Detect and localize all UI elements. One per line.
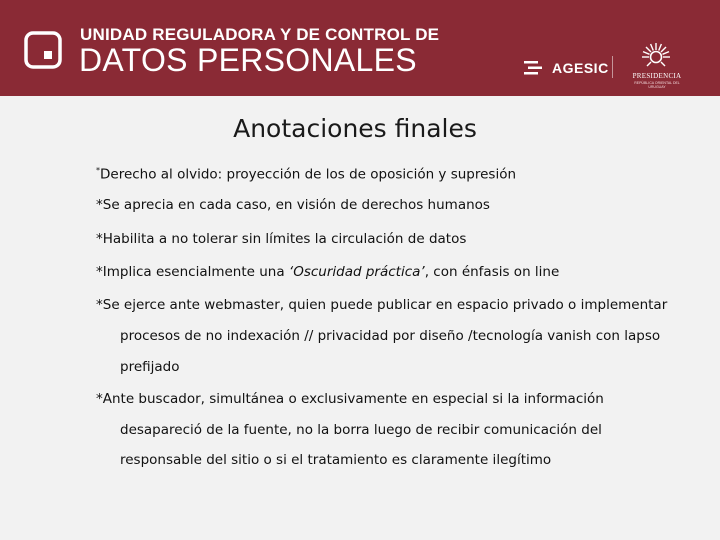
org-name-line2: DATOS PERSONALES xyxy=(79,42,417,78)
bullet-item: *Ante buscador, simultánea o exclusivamente en especial si la información xyxy=(96,391,604,407)
bullet-item xyxy=(96,266,559,280)
slide-title: Anotaciones finales xyxy=(233,114,477,143)
bullet-text: *Implica esencialmente una xyxy=(96,264,289,280)
header-banner xyxy=(0,0,720,96)
bullet-item xyxy=(96,167,516,182)
agesic-logo xyxy=(524,58,609,78)
agesic-label: AGESIC xyxy=(552,60,609,76)
urcdp-logo-icon xyxy=(24,31,62,69)
bullet-continuation: desapareció de la fuente, no la borra luego de recibir comunicación del xyxy=(120,422,602,438)
bullet-text: Derecho al olvido: proyección de los de oposición y supresión xyxy=(100,166,517,183)
bullet-text: , con énfasis on line xyxy=(424,264,560,280)
agesic-mark-icon xyxy=(524,59,546,77)
bullet-marker: * xyxy=(96,166,100,175)
header-divider xyxy=(612,56,613,78)
bullet-continuation: procesos de no indexación // privacidad por diseño /tecnología vanish con lapso xyxy=(120,328,661,344)
bullet-text-italic: ‘Oscuridad práctica’ xyxy=(288,264,425,280)
presidencia-sublabel: REPÚBLICA ORIENTAL DEL URUGUAY xyxy=(634,81,680,89)
presidencia-label: PRESIDENCIA xyxy=(632,72,682,80)
bullet-item: *Habilita a no tolerar sin límites la circulación de datos xyxy=(96,231,467,247)
bullet-continuation: responsable del sitio o si el tratamiento es claramente ilegítimo xyxy=(120,452,552,468)
bullet-item: *Se ejerce ante webmaster, quien puede publicar en espacio privado o implementar xyxy=(96,297,668,313)
bullet-item: *Se aprecia en cada caso, en visión de derechos humanos xyxy=(96,197,490,213)
bullet-continuation: prefijado xyxy=(120,359,180,375)
org-name-line1: UNIDAD REGULADORA Y DE CONTROL DE xyxy=(80,25,440,44)
